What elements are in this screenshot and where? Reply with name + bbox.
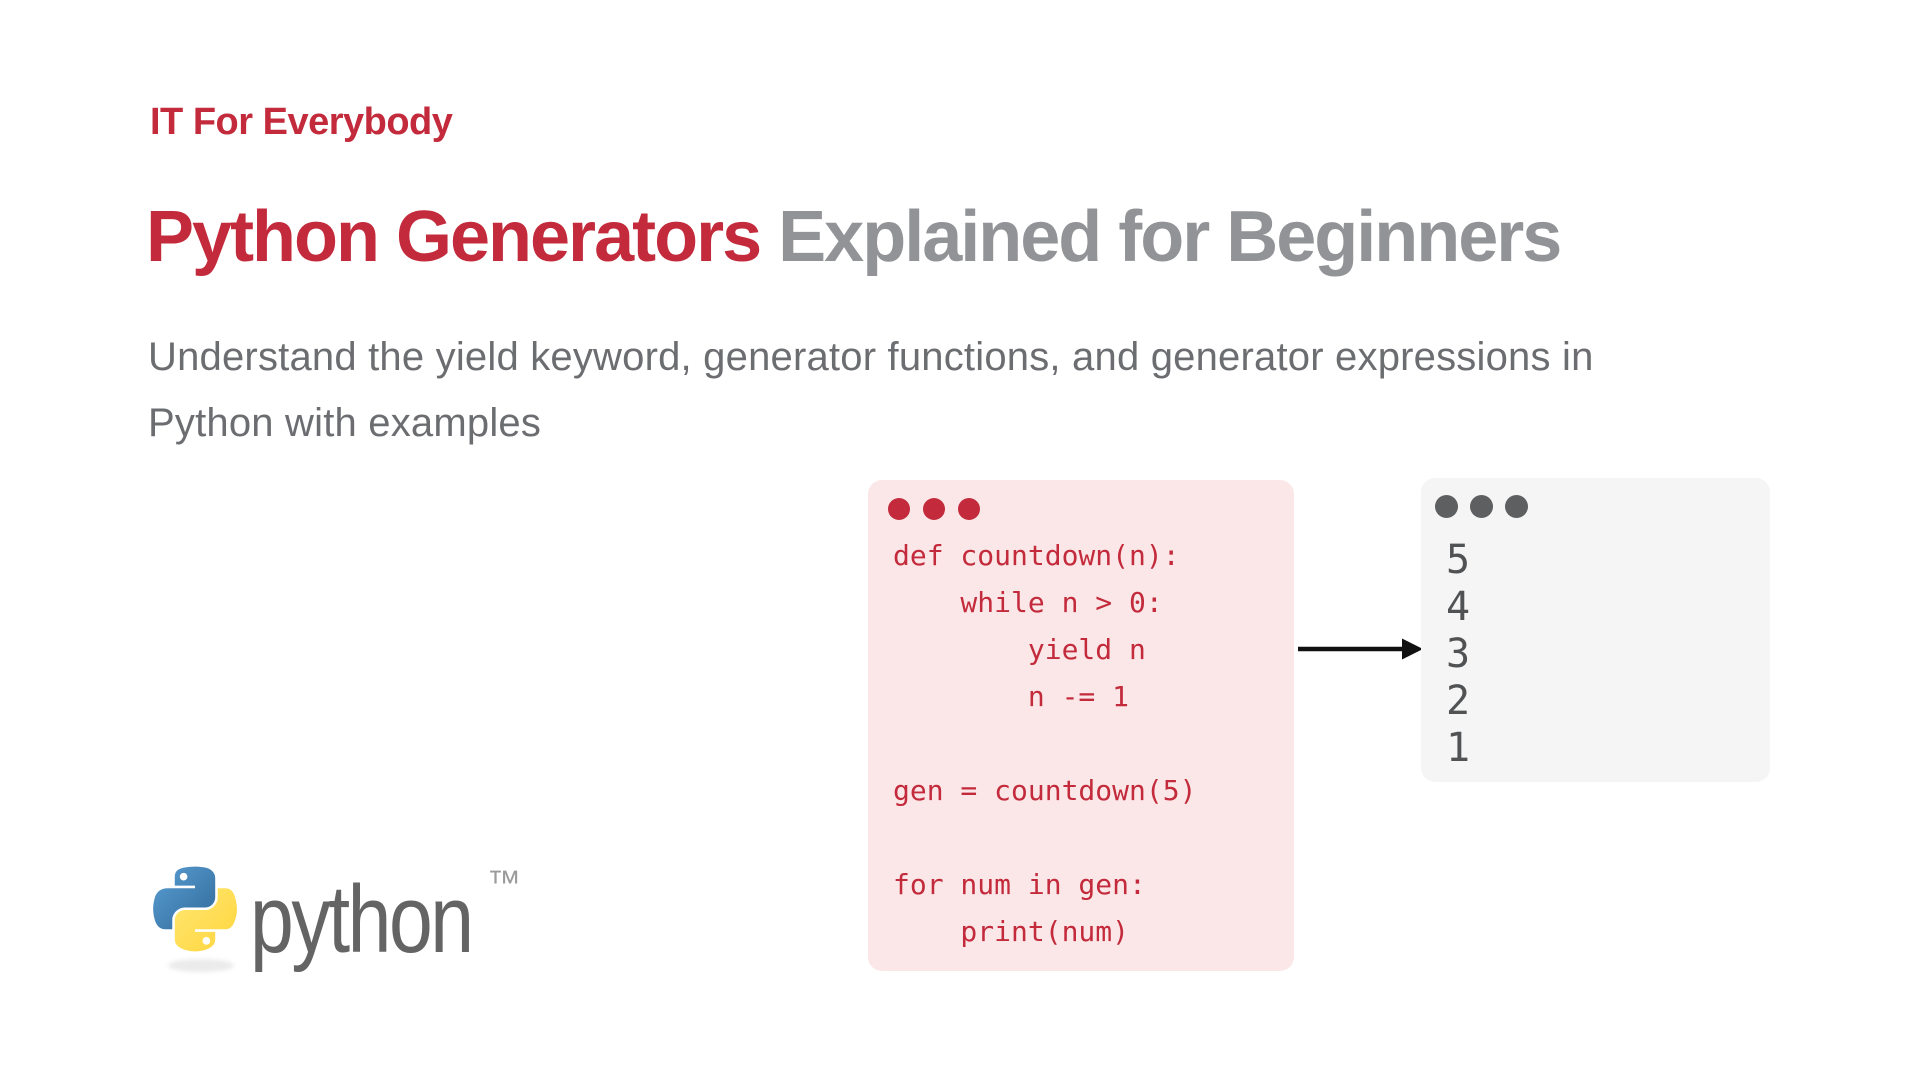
window-dot-icon bbox=[888, 498, 910, 520]
python-logo-icon bbox=[153, 866, 237, 952]
window-dot-icon bbox=[1435, 495, 1458, 518]
code-line: gen = countdown(5) bbox=[893, 774, 1197, 807]
subtitle bbox=[148, 324, 1594, 456]
logo-shadow bbox=[168, 959, 234, 972]
code-line bbox=[893, 814, 1196, 861]
python-wordmark: python bbox=[250, 866, 472, 973]
code-block bbox=[893, 532, 1196, 955]
output-line: 2 bbox=[1446, 678, 1471, 724]
window-dot-icon bbox=[958, 498, 980, 520]
output-line: 4 bbox=[1446, 584, 1471, 630]
output-line: 3 bbox=[1446, 631, 1471, 677]
output-line: 5 bbox=[1446, 537, 1471, 583]
code-line bbox=[893, 720, 1196, 767]
window-dot-icon bbox=[1505, 495, 1528, 518]
subtitle-line-2: Python with examples bbox=[148, 401, 542, 445]
eyebrow-label: IT For Everybody bbox=[150, 101, 453, 143]
output-window bbox=[1421, 478, 1770, 782]
page-title bbox=[146, 196, 1560, 278]
title-rest: Explained for Beginners bbox=[760, 197, 1561, 277]
code-line: n -= 1 bbox=[893, 680, 1130, 713]
flow-arrow-icon bbox=[1296, 635, 1426, 663]
code-line: def countdown(n): bbox=[893, 539, 1180, 572]
window-dots bbox=[888, 498, 980, 520]
trademark-symbol: ™ bbox=[487, 864, 521, 902]
output-line: 1 bbox=[1446, 725, 1471, 771]
code-line: print(num) bbox=[893, 915, 1130, 948]
title-highlight: Python Generators bbox=[146, 197, 761, 277]
window-dot-icon bbox=[1470, 495, 1493, 518]
code-line: while n > 0: bbox=[893, 586, 1163, 619]
output-block bbox=[1446, 537, 1470, 772]
code-window bbox=[868, 480, 1294, 971]
window-dots bbox=[1435, 495, 1528, 518]
code-line: for num in gen: bbox=[893, 868, 1146, 901]
code-line: yield n bbox=[893, 633, 1146, 666]
window-dot-icon bbox=[923, 498, 945, 520]
subtitle-line-1: Understand the yield keyword, generator functions, and generator expressions in bbox=[148, 335, 1594, 379]
